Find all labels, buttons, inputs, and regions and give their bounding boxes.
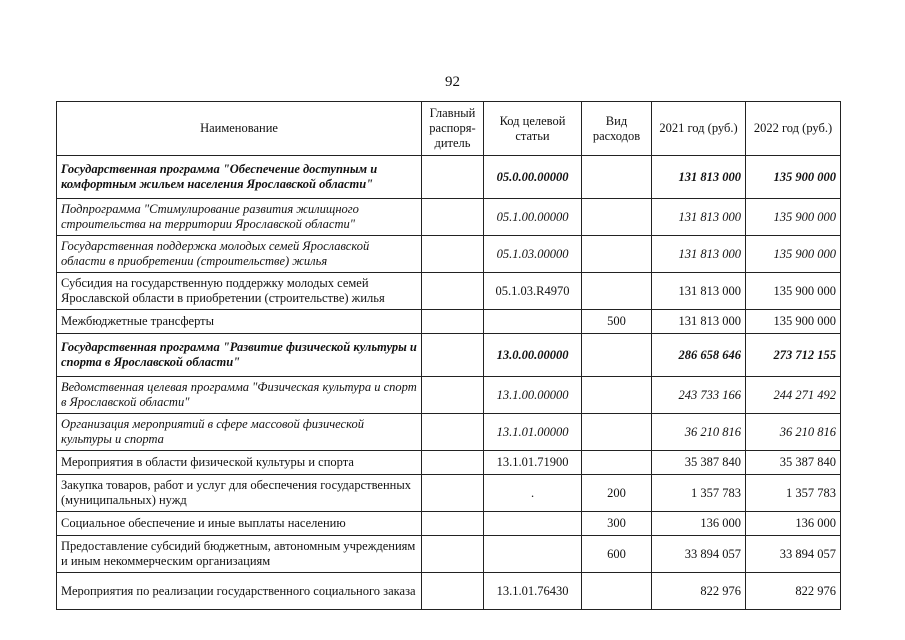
- cell-admin: [422, 273, 484, 310]
- cell-admin: [422, 573, 484, 610]
- cell-2022: 35 387 840: [746, 451, 841, 475]
- cell-code: [484, 536, 582, 573]
- page-number: 92: [445, 74, 460, 90]
- cell-code: [484, 512, 582, 536]
- cell-2021: 131 813 000: [652, 236, 746, 273]
- cell-kind: [582, 414, 652, 451]
- cell-admin: [422, 451, 484, 475]
- cell-name: Мероприятия в области физической культуры и спорта: [57, 451, 422, 475]
- cell-kind: [582, 334, 652, 377]
- header-2022: 2022 год (руб.): [746, 102, 841, 156]
- cell-kind: 200: [582, 475, 652, 512]
- cell-name: Ведомственная целевая программа "Физическая культура и спорт в Ярославской области": [57, 377, 422, 414]
- cell-name: Подпрограмма "Стимулирование развития жилищного строительства на территории Ярославской области": [57, 199, 422, 236]
- cell-name: Мероприятия по реализации государственного социального заказа: [57, 573, 422, 610]
- table-row: [57, 199, 841, 236]
- header-name: Наименование: [57, 102, 422, 156]
- cell-2021: 1 357 783: [652, 475, 746, 512]
- cell-admin: [422, 475, 484, 512]
- cell-admin: [422, 512, 484, 536]
- table-row: [57, 273, 841, 310]
- table-row: [57, 310, 841, 334]
- cell-2021: 822 976: [652, 573, 746, 610]
- cell-admin: [422, 377, 484, 414]
- cell-kind: [582, 156, 652, 199]
- cell-2021: 131 813 000: [652, 310, 746, 334]
- header-kind: Вид расходов: [582, 102, 652, 156]
- cell-code: 13.1.01.71900: [484, 451, 582, 475]
- cell-kind: [582, 451, 652, 475]
- table-row: [57, 377, 841, 414]
- cell-name: Социальное обеспечение и иные выплаты населению: [57, 512, 422, 536]
- cell-2021: 131 813 000: [652, 273, 746, 310]
- cell-2021: 36 210 816: [652, 414, 746, 451]
- cell-kind: [582, 573, 652, 610]
- cell-2022: 136 000: [746, 512, 841, 536]
- table-row: [57, 573, 841, 610]
- cell-kind: [582, 273, 652, 310]
- cell-2022: 135 900 000: [746, 236, 841, 273]
- cell-admin: [422, 310, 484, 334]
- cell-2021: 136 000: [652, 512, 746, 536]
- cell-admin: [422, 156, 484, 199]
- cell-code: 05.1.03.R4970: [484, 273, 582, 310]
- cell-admin: [422, 199, 484, 236]
- cell-2021: 35 387 840: [652, 451, 746, 475]
- table-row: [57, 156, 841, 199]
- cell-2022: 36 210 816: [746, 414, 841, 451]
- cell-kind: [582, 236, 652, 273]
- header-admin: Главный распоря-дитель: [422, 102, 484, 156]
- cell-code: 13.1.01.76430: [484, 573, 582, 610]
- table-row: [57, 236, 841, 273]
- cell-2022: 135 900 000: [746, 199, 841, 236]
- cell-2022: 135 900 000: [746, 156, 841, 199]
- cell-code: 13.0.00.00000: [484, 334, 582, 377]
- cell-2021: 243 733 166: [652, 377, 746, 414]
- cell-name: Государственная программа "Развитие физической культуры и спорта в Ярославской области": [57, 334, 422, 377]
- cell-2022: 33 894 057: [746, 536, 841, 573]
- cell-code: .: [484, 475, 582, 512]
- cell-2021: 131 813 000: [652, 156, 746, 199]
- cell-admin: [422, 236, 484, 273]
- cell-code: 13.1.00.00000: [484, 377, 582, 414]
- cell-name: Субсидия на государственную поддержку молодых семей Ярославской области в приобретении (строительстве) жилья: [57, 273, 422, 310]
- cell-kind: [582, 377, 652, 414]
- cell-code: 05.0.00.00000: [484, 156, 582, 199]
- table-row: [57, 334, 841, 377]
- cell-kind: 600: [582, 536, 652, 573]
- table-body: [57, 156, 841, 610]
- budget-table: [56, 101, 841, 610]
- cell-2022: 1 357 783: [746, 475, 841, 512]
- header-2021: 2021 год (руб.): [652, 102, 746, 156]
- cell-code: [484, 310, 582, 334]
- cell-2021: 33 894 057: [652, 536, 746, 573]
- cell-name: Государственная поддержка молодых семей Ярославской области в приобретении (строительстве) жилья: [57, 236, 422, 273]
- cell-code: 13.1.01.00000: [484, 414, 582, 451]
- cell-admin: [422, 334, 484, 377]
- cell-name: Межбюджетные трансферты: [57, 310, 422, 334]
- cell-2022: 822 976: [746, 573, 841, 610]
- cell-name: Организация мероприятий в сфере массовой физической культуры и спорта: [57, 414, 422, 451]
- cell-2022: 135 900 000: [746, 273, 841, 310]
- cell-kind: [582, 199, 652, 236]
- table-row: [57, 451, 841, 475]
- cell-2022: 135 900 000: [746, 310, 841, 334]
- cell-2022: 273 712 155: [746, 334, 841, 377]
- cell-name: Закупка товаров, работ и услуг для обеспечения государственных (муниципальных) нужд: [57, 475, 422, 512]
- header-row: [57, 102, 841, 156]
- cell-code: 05.1.00.00000: [484, 199, 582, 236]
- cell-2021: 286 658 646: [652, 334, 746, 377]
- table-row: [57, 536, 841, 573]
- cell-kind: 500: [582, 310, 652, 334]
- header-code: Код целевой статьи: [484, 102, 582, 156]
- cell-code: 05.1.03.00000: [484, 236, 582, 273]
- cell-name: Государственная программа "Обеспечение доступным и комфортным жильем населения Ярославской области": [57, 156, 422, 199]
- table-row: [57, 414, 841, 451]
- cell-2022: 244 271 492: [746, 377, 841, 414]
- table-row: [57, 512, 841, 536]
- cell-2021: 131 813 000: [652, 199, 746, 236]
- cell-name: Предоставление субсидий бюджетным, автономным учреждениям и иным некоммерческим организациям: [57, 536, 422, 573]
- cell-kind: 300: [582, 512, 652, 536]
- cell-admin: [422, 414, 484, 451]
- table-header: [57, 102, 841, 156]
- table-row: [57, 475, 841, 512]
- cell-admin: [422, 536, 484, 573]
